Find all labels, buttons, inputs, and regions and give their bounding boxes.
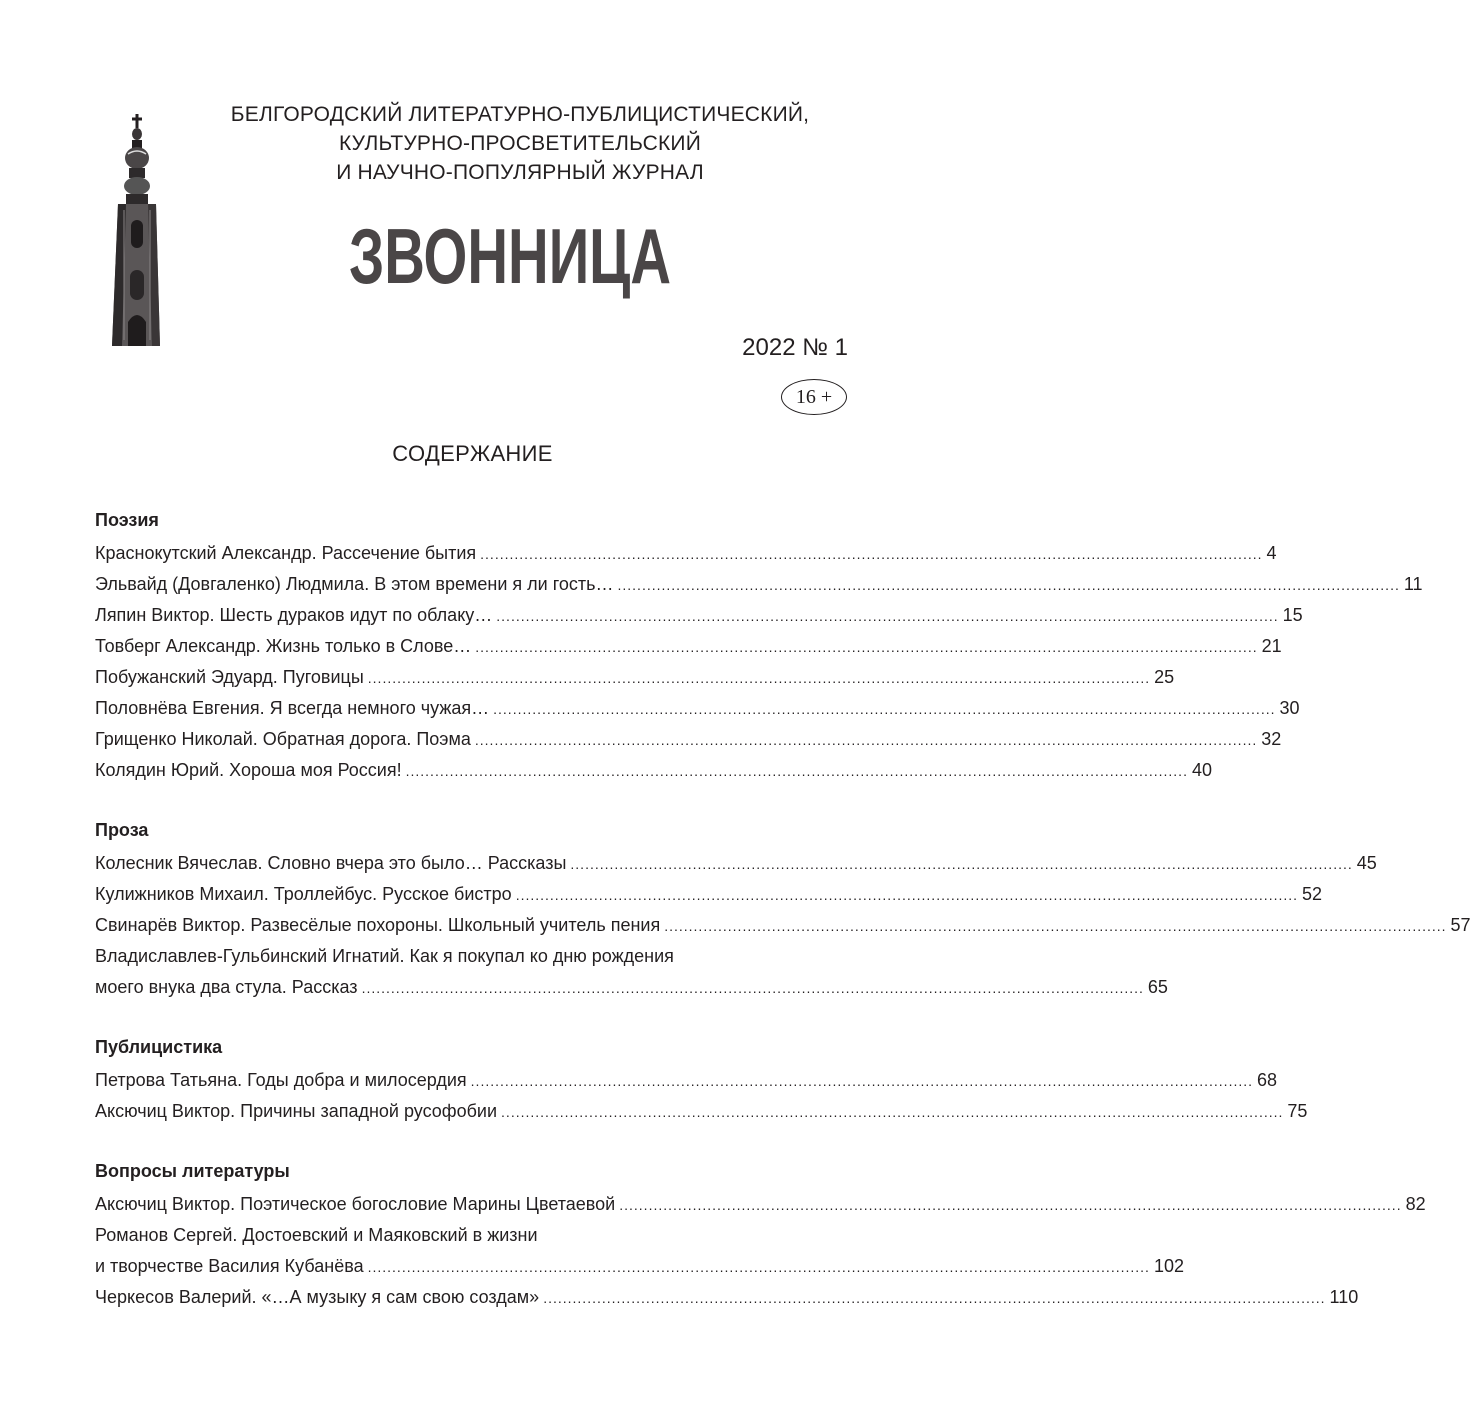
toc-entry[interactable] [95,569,1423,600]
entry-text: и творчестве Василия Кубанёва [95,1256,364,1276]
toc-title: СОДЕРЖАНИЕ [392,441,553,466]
toc-entry[interactable] [95,972,1168,1003]
toc-entry[interactable] [95,879,1323,910]
toc-entry[interactable] [95,755,1212,786]
toc-entry[interactable] [95,848,1377,879]
toc-entry-first-line[interactable]: Романов Сергей. Достоевский и Маяковский в жизни [95,1225,538,1245]
dot-leader [406,756,1188,787]
entry-page: 75 [1287,1101,1308,1121]
toc-entry[interactable] [95,662,1175,693]
journal-subtitle [210,100,830,187]
svg-text:ЗВОННИЦА: ЗВОННИЦА [349,213,671,301]
entry-text: моего внука два стула. Рассказ [95,977,358,997]
entry-text: Грищенко Николай. Обратная дорога. Поэма [95,729,471,749]
dot-leader [368,1252,1150,1283]
dot-leader [618,570,1400,601]
section-title: Проза [95,820,149,840]
entry-text: Побужанский Эдуард. Пуговицы [95,667,364,687]
toc-entry[interactable] [95,693,1300,724]
age-rating-badge: 16 + [781,379,847,415]
toc-section-publicism [95,1034,1308,1127]
entry-text: Ляпин Виктор. Шесть дураков идут по облаку… [95,605,493,625]
dot-leader [496,601,1278,632]
entry-page: 32 [1261,729,1282,749]
entry-text: Свинарёв Виктор. Развесёлые похороны. Школьный учитель пения [95,915,661,935]
entry-page: 21 [1261,636,1282,656]
toc-entry[interactable] [95,1282,1359,1313]
dot-leader [501,1097,1283,1128]
entry-page: 15 [1282,605,1303,625]
entry-page: 30 [1279,698,1300,718]
toc-entry[interactable] [95,1065,1278,1096]
entry-page: 45 [1356,853,1377,873]
toc-entry[interactable] [95,910,1471,941]
entry-text: Петрова Татьяна. Годы добра и милосердия [95,1070,467,1090]
entry-page: 4 [1266,543,1277,563]
entry-page: 25 [1154,667,1175,687]
entry-page: 11 [1403,574,1423,594]
entry-text: Черкесов Валерий. «…А музыку я сам свою создам» [95,1287,540,1307]
toc-section-literature-questions [95,1158,1426,1313]
entry-text: Колядин Юрий. Хороша моя Россия! [95,760,402,780]
entry-page: 57 [1450,915,1471,935]
toc-entry[interactable] [95,1251,1184,1282]
entry-text: Аксючиц Виктор. Причины западной русофобии [95,1101,498,1121]
toc-entry[interactable] [95,631,1282,662]
entry-text: Колесник Вячеслав. Словно вчера это было… Рассказы [95,853,567,873]
entry-page: 40 [1191,760,1212,780]
entry-page: 65 [1147,977,1168,997]
dot-leader [362,973,1144,1004]
toc-entry[interactable] [95,724,1282,755]
entry-text: Кулижников Михаил. Троллейбус. Русское бистро [95,884,512,904]
dot-leader [619,1190,1401,1221]
dot-leader [516,880,1298,911]
entry-text: Краснокутский Александр. Рассечение бытия [95,543,477,563]
subtitle-line: БЕЛГОРОДСКИЙ ЛИТЕРАТУРНО-ПУБЛИЦИСТИЧЕСКИЙ, [230,103,810,126]
bell-tower-logo [104,110,170,346]
entry-page: 52 [1302,884,1323,904]
entry-text: Товберг Александр. Жизнь только в Слове… [95,636,472,656]
dot-leader [368,663,1150,694]
section-title: Поэзия [95,510,159,530]
toc-entry[interactable] [95,1189,1426,1220]
entry-page: 110 [1329,1287,1359,1307]
toc-entry-first-line[interactable]: Владиславлев-Гульбинский Игнатий. Как я покупал ко дню рождения [95,946,674,966]
entry-text: Половнёва Евгения. Я всегда немного чужая… [95,698,490,718]
dot-leader [570,849,1352,880]
issue-number: 2022 № 1 [742,334,848,361]
entry-page: 68 [1257,1070,1278,1090]
subtitle-line: КУЛЬТУРНО-ПРОСВЕТИТЕЛЬСКИЙ [338,132,702,155]
entry-page: 102 [1153,1256,1184,1276]
entry-text: Эльвайд (Довгаленко) Людмила. В этом времени я ли гость… [95,574,614,594]
toc-entry[interactable] [95,538,1277,569]
subtitle-line: И НАУЧНО-ПОПУЛЯРНЫЙ ЖУРНАЛ [336,161,704,184]
masthead-title [345,213,675,302]
table-of-contents [95,507,1471,1344]
entry-text: Аксючиц Виктор. Поэтическое богословие Марины Цветаевой [95,1194,616,1214]
section-title: Публицистика [95,1037,223,1057]
toc-section-poetry [95,507,1423,786]
dot-leader [493,694,1275,725]
dot-leader [480,539,1262,570]
section-title: Вопросы литературы [95,1161,290,1181]
toc-entry[interactable] [95,600,1303,631]
dot-leader [475,725,1257,756]
dot-leader [664,911,1446,942]
entry-page: 82 [1405,1194,1426,1214]
dot-leader [475,632,1257,663]
toc-section-prose [95,817,1471,1003]
dot-leader [543,1283,1325,1314]
toc-entry[interactable] [95,1096,1308,1127]
dot-leader [471,1066,1253,1097]
